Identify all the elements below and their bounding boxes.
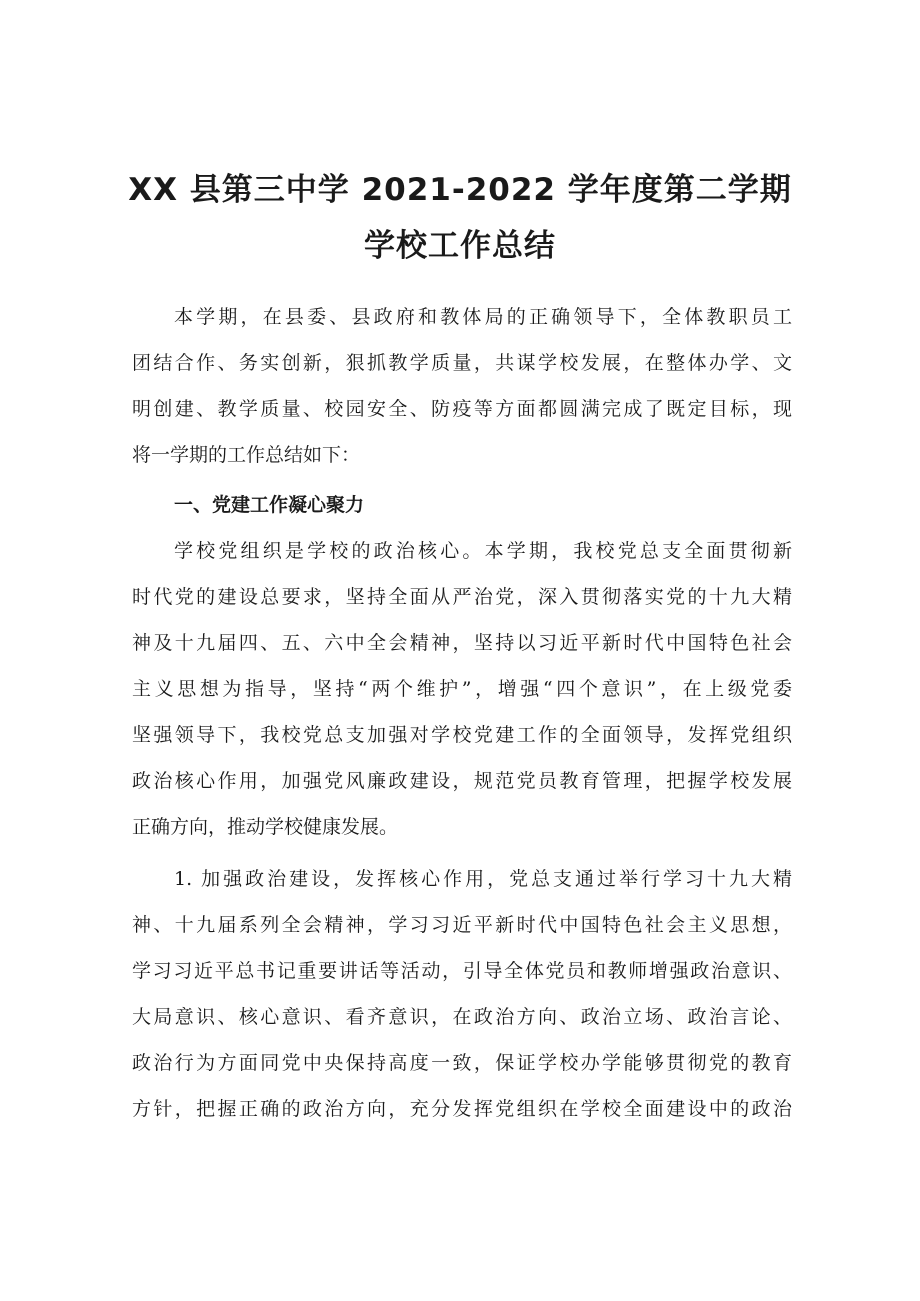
document-title-line-1: XX 县第三中学 2021-2022 学年度第二学期 bbox=[128, 172, 792, 208]
paragraph-line: 将一学期的工作总结如下： bbox=[132, 444, 361, 466]
paragraph-line: 时代党的建设总要求，坚持全面从严治党，深入贯彻落实党的十九大精 bbox=[132, 586, 792, 608]
paragraph-line: 团结合作、务实创新，狠抓教学质量，共谋学校发展，在整体办学、文 bbox=[132, 352, 792, 374]
paragraph-line: 正确方向，推动学校健康发展。 bbox=[132, 816, 399, 838]
paragraph-line: 学习习近平总书记重要讲话等活动，引导全体党员和教师增强政治意识、 bbox=[132, 960, 792, 982]
paragraph-line: 主义思想为指导，坚持“两个维护”，增强“四个意识”，在上级党委 bbox=[132, 678, 792, 700]
paragraph-line: 学校党组织是学校的政治核心。本学期，我校党总支全面贯彻新 bbox=[174, 540, 792, 562]
section1-paragraph bbox=[132, 528, 792, 850]
document-title-line-2: 学校工作总结 bbox=[364, 228, 556, 264]
paragraph-line: 明创建、教学质量、校园安全、防疫等方面都圆满完成了既定目标，现 bbox=[132, 398, 792, 420]
item1-paragraph bbox=[132, 856, 792, 1132]
paragraph-line: 方针，把握正确的政治方向，充分发挥党组织在学校全面建设中的政治 bbox=[132, 1098, 792, 1120]
paragraph-line: 1. 加强政治建设，发挥核心作用，党总支通过举行学习十九大精 bbox=[174, 868, 792, 890]
paragraph-line: 神及十九届四、五、六中全会精神，坚持以习近平新时代中国特色社会 bbox=[132, 632, 792, 654]
paragraph-line: 政治行为方面同党中央保持高度一致，保证学校办学能够贯彻党的教育 bbox=[132, 1052, 792, 1074]
section-heading: 一、党建工作凝心聚力 bbox=[174, 494, 365, 516]
paragraph-line: 坚强领导下，我校党总支加强对学校党建工作的全面领导，发挥党组织 bbox=[132, 724, 792, 746]
paragraph-line: 大局意识、核心意识、看齐意识，在政治方向、政治立场、政治言论、 bbox=[132, 1006, 792, 1028]
paragraph-line: 政治核心作用，加强党风廉政建设，规范党员教育管理，把握学校发展 bbox=[132, 770, 792, 792]
paragraph-line: 本学期，在县委、县政府和教体局的正确领导下，全体教职员工 bbox=[174, 306, 792, 328]
paragraph-line: 神、十九届系列全会精神，学习习近平新时代中国特色社会主义思想， bbox=[132, 914, 792, 936]
intro-paragraph bbox=[132, 294, 792, 478]
